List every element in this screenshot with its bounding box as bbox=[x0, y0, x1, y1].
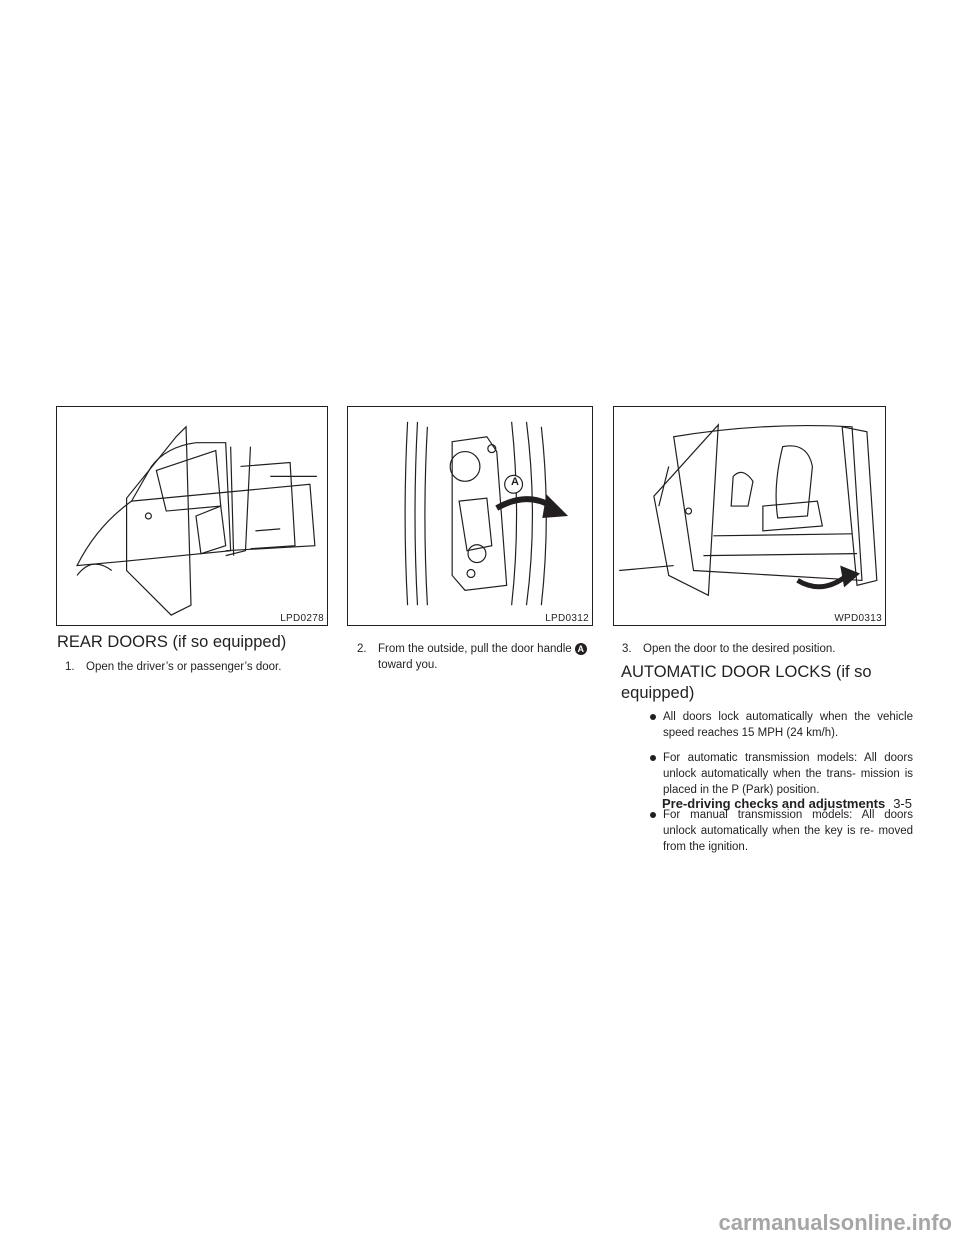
door-position-illustration bbox=[614, 407, 885, 625]
step-text-end: toward you. bbox=[378, 659, 438, 671]
figure-rear-doors bbox=[56, 406, 328, 626]
figure-door-handle bbox=[347, 406, 593, 626]
auto-locks-heading bbox=[621, 662, 921, 704]
figure-id-label: LPD0278 bbox=[277, 613, 324, 624]
rear-doors-heading: REAR DOORS (if so equipped) bbox=[57, 633, 287, 651]
bullet-text: For automatic transmission models: All doors unlock automatically when the trans- mission is placed in the P (Park) position. bbox=[663, 752, 913, 796]
figure-id-label: LPD0312 bbox=[542, 613, 589, 624]
figure-door-position bbox=[613, 406, 886, 626]
page-footer bbox=[662, 796, 912, 811]
rear-doors-illustration bbox=[57, 407, 327, 625]
step-text-container bbox=[357, 641, 597, 673]
step-number: 1. bbox=[65, 661, 75, 673]
rear-doors-step-1 bbox=[65, 659, 330, 675]
watermark: carmanualsonline.info bbox=[718, 1210, 952, 1235]
rear-doors-step-3 bbox=[622, 641, 912, 657]
section-title: Pre-driving checks and adjustments bbox=[661, 796, 886, 811]
page-number: 3-5 bbox=[893, 796, 912, 811]
step-text: Open the door to the desired position. bbox=[643, 643, 836, 655]
rear-doors-step-2 bbox=[357, 641, 597, 673]
heading-line-2: equipped) bbox=[621, 684, 695, 702]
step-number: 3. bbox=[622, 643, 632, 655]
heading-line-1: AUTOMATIC DOOR LOCKS (if so bbox=[621, 663, 872, 681]
bullet-text: All doors lock automatically when the vehicle speed reaches 15 MPH (24 km/h). bbox=[663, 711, 913, 739]
bullet-dot-icon bbox=[650, 812, 656, 818]
figure-id-label: WPD0313 bbox=[831, 613, 882, 624]
callout-a-badge: A bbox=[575, 643, 587, 655]
step-text: From the outside, pull the door handle bbox=[378, 643, 572, 655]
door-handle-illustration bbox=[348, 407, 592, 625]
bullet-dot-icon bbox=[650, 714, 656, 720]
bullet-text: For manual transmission models: All doors unlock automatically when the key is re- moved from the ignition. bbox=[663, 809, 913, 853]
bullet-dot-icon bbox=[650, 755, 656, 761]
step-number: 2. bbox=[357, 643, 367, 655]
list-item bbox=[642, 807, 913, 855]
auto-locks-bullet-list bbox=[642, 709, 913, 864]
step-text: Open the driver’s or passenger’s door. bbox=[86, 661, 282, 673]
list-item bbox=[642, 750, 913, 798]
callout-a-label: A bbox=[511, 476, 519, 488]
list-item bbox=[642, 709, 913, 741]
